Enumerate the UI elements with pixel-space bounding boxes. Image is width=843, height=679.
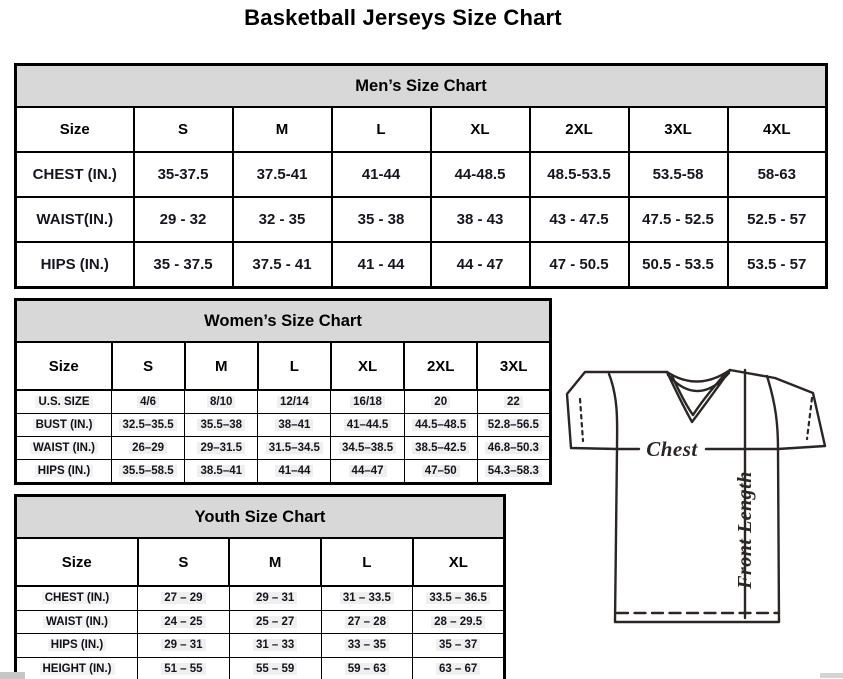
size-value: 44.5–48.5 [404,414,477,437]
size-value: 41 - 44 [332,242,431,288]
size-value: 38.5–42.5 [404,437,477,460]
size-value: 47 - 50.5 [530,242,629,288]
size-value: 59 – 63 [321,657,413,679]
table-row [16,634,505,658]
table-row [16,460,551,484]
col-header: L [321,538,413,586]
row-label: HIPS (IN.) [16,242,134,288]
size-value: 44 - 47 [431,242,530,288]
col-header: 3XL [477,342,550,390]
row-label: HIPS (IN.) [16,634,138,658]
size-value: 22 [477,390,550,414]
table-row [16,342,551,390]
col-header: XL [431,107,530,152]
right-sleeve-seam [767,376,778,449]
size-value: 51 – 55 [138,657,230,679]
row-label: HEIGHT (IN.) [16,657,138,679]
mens-chart-title: Men’s Size Chart [16,65,827,108]
size-value: 47.5 - 52.5 [629,197,728,242]
front-length-label: Front Length [734,471,756,589]
table-row [16,152,827,197]
col-header: XL [331,342,404,390]
left-sleeve-seam [609,374,617,449]
row-label: U.S. SIZE [16,390,112,414]
chest-label: Chest [646,437,698,461]
size-value: 63 – 67 [413,657,505,679]
col-header: S [112,342,185,390]
table-row [16,300,551,343]
size-value: 55 – 59 [229,657,321,679]
col-header: 2XL [404,342,477,390]
size-value: 29–31.5 [185,437,258,460]
col-header: S [138,538,230,586]
size-value: 37.5 - 41 [233,242,332,288]
page-edge-artifact-left [0,672,25,679]
size-value: 31 – 33 [229,634,321,658]
size-value: 44–47 [331,460,404,484]
table-row [16,538,505,586]
jersey-outline [567,370,825,622]
youth-chart-title: Youth Size Chart [16,496,505,539]
size-value: 4/6 [112,390,185,414]
left-cuff-stitch [580,399,583,441]
table-row [16,496,505,539]
row-label: BUST (IN.) [16,414,112,437]
table-row [16,390,551,414]
size-value: 31 – 33.5 [321,586,413,610]
table-row [16,414,551,437]
womens-size-chart-table [14,298,552,485]
page-title: Basketball Jerseys Size Chart [244,5,562,30]
right-cuff-stitch [807,398,812,439]
col-header: L [332,107,431,152]
size-value: 33 – 35 [321,634,413,658]
col-header-size: Size [16,538,138,586]
col-header: 2XL [530,107,629,152]
size-value: 41–44.5 [331,414,404,437]
size-value: 35-37.5 [134,152,233,197]
size-value: 27 – 29 [138,586,230,610]
col-header-size: Size [16,107,134,152]
size-value: 20 [404,390,477,414]
size-value: 27 – 28 [321,610,413,634]
size-value: 25 – 27 [229,610,321,634]
jersey-measurement-diagram [555,360,843,630]
size-value: 54.3–58.3 [477,460,550,484]
col-header: M [185,342,258,390]
col-header: M [233,107,332,152]
size-value: 38 - 43 [431,197,530,242]
size-value: 50.5 - 53.5 [629,242,728,288]
size-value: 29 - 32 [134,197,233,242]
size-value: 35 - 37.5 [134,242,233,288]
row-label: CHEST (IN.) [16,586,138,610]
page-edge-artifact-right [820,673,843,678]
size-value: 38.5–41 [185,460,258,484]
size-value: 53.5 - 57 [728,242,827,288]
col-header: S [134,107,233,152]
youth-size-chart-table [14,494,506,679]
size-value: 16/18 [331,390,404,414]
size-value: 53.5-58 [629,152,728,197]
size-value: 41-44 [332,152,431,197]
table-row [16,65,827,108]
size-value: 33.5 – 36.5 [413,586,505,610]
col-header-size: Size [16,342,112,390]
size-value: 31.5–34.5 [258,437,331,460]
size-value: 52.5 - 57 [728,197,827,242]
size-value: 47–50 [404,460,477,484]
row-label: WAIST (IN.) [16,610,138,634]
size-value: 35 – 37 [413,634,505,658]
size-value: 43 - 47.5 [530,197,629,242]
size-value: 12/14 [258,390,331,414]
size-value: 34.5–38.5 [331,437,404,460]
size-value: 32.5–35.5 [112,414,185,437]
mens-size-chart-table [14,63,828,289]
table-row [16,242,827,288]
col-header: 3XL [629,107,728,152]
size-value: 44-48.5 [431,152,530,197]
row-label: WAIST (IN.) [16,437,112,460]
row-label: HIPS (IN.) [16,460,112,484]
table-row [16,437,551,460]
row-label: WAIST(IN.) [16,197,134,242]
col-header: M [229,538,321,586]
table-row [16,657,505,679]
table-row [16,610,505,634]
size-value: 58-63 [728,152,827,197]
size-value: 28 – 29.5 [413,610,505,634]
table-row [16,586,505,610]
row-label: CHEST (IN.) [16,152,134,197]
size-value: 29 – 31 [229,586,321,610]
size-value: 35 - 38 [332,197,431,242]
size-value: 8/10 [185,390,258,414]
table-row [16,107,827,152]
col-header: L [258,342,331,390]
size-value: 29 – 31 [138,634,230,658]
size-value: 41–44 [258,460,331,484]
size-value: 48.5-53.5 [530,152,629,197]
womens-chart-title: Women’s Size Chart [16,300,551,343]
size-value: 35.5–38 [185,414,258,437]
collar-inner-v [672,374,725,415]
col-header: 4XL [728,107,827,152]
size-value: 52.8–56.5 [477,414,550,437]
col-header: XL [413,538,505,586]
size-value: 32 - 35 [233,197,332,242]
table-row [16,197,827,242]
size-value: 46.8–50.3 [477,437,550,460]
size-value: 26–29 [112,437,185,460]
size-value: 38–41 [258,414,331,437]
size-value: 35.5–58.5 [112,460,185,484]
size-value: 24 – 25 [138,610,230,634]
size-value: 37.5-41 [233,152,332,197]
